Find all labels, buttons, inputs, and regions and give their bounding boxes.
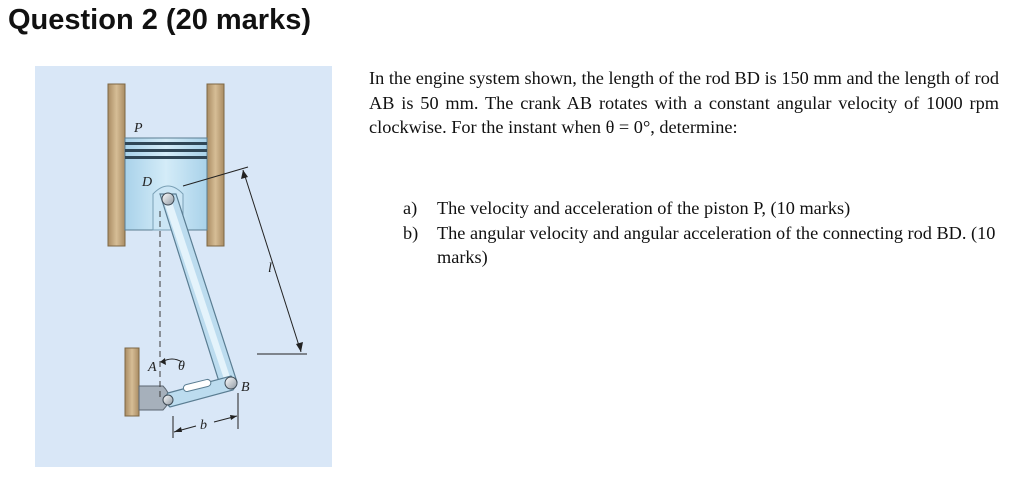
label-l: l (268, 261, 272, 276)
label-b-offset: b (200, 418, 207, 433)
question-heading: Question 2 (20 marks) (8, 4, 311, 36)
label-d: D (142, 175, 153, 190)
question-part-b (403, 221, 999, 270)
pivot-wall (125, 348, 139, 416)
label-p: P (134, 121, 143, 136)
cylinder-wall-left (108, 84, 125, 246)
problem-statement-block (369, 66, 999, 140)
engine-diagram (35, 66, 332, 467)
part-b-marker: b) (403, 222, 419, 243)
pin-a (163, 395, 173, 405)
label-theta: θ (178, 359, 185, 374)
part-a-marker: a) (403, 198, 418, 218)
cylinder-wall-right (207, 84, 224, 246)
part-b-text: The angular velocity and angular acceleration of the connecting rod BD. (10 marks) (437, 222, 996, 267)
question-part-a (403, 196, 999, 221)
question-parts (403, 196, 999, 270)
part-a-text: The velocity and acceleration of the piston P, (10 marks) (437, 198, 851, 218)
label-b-pin: B (241, 380, 250, 395)
problem-statement: In the engine system shown, the length of the rod BD is 150 mm and the length of rod AB is 50 mm. The crank AB rotates with a constant angular velocity of 1000 rpm clockwise. For the instant when θ = 0°, determine: (369, 68, 999, 137)
label-a: A (148, 360, 157, 375)
piston-rings (125, 142, 207, 159)
pin-d (162, 193, 174, 205)
pin-b (225, 377, 237, 389)
